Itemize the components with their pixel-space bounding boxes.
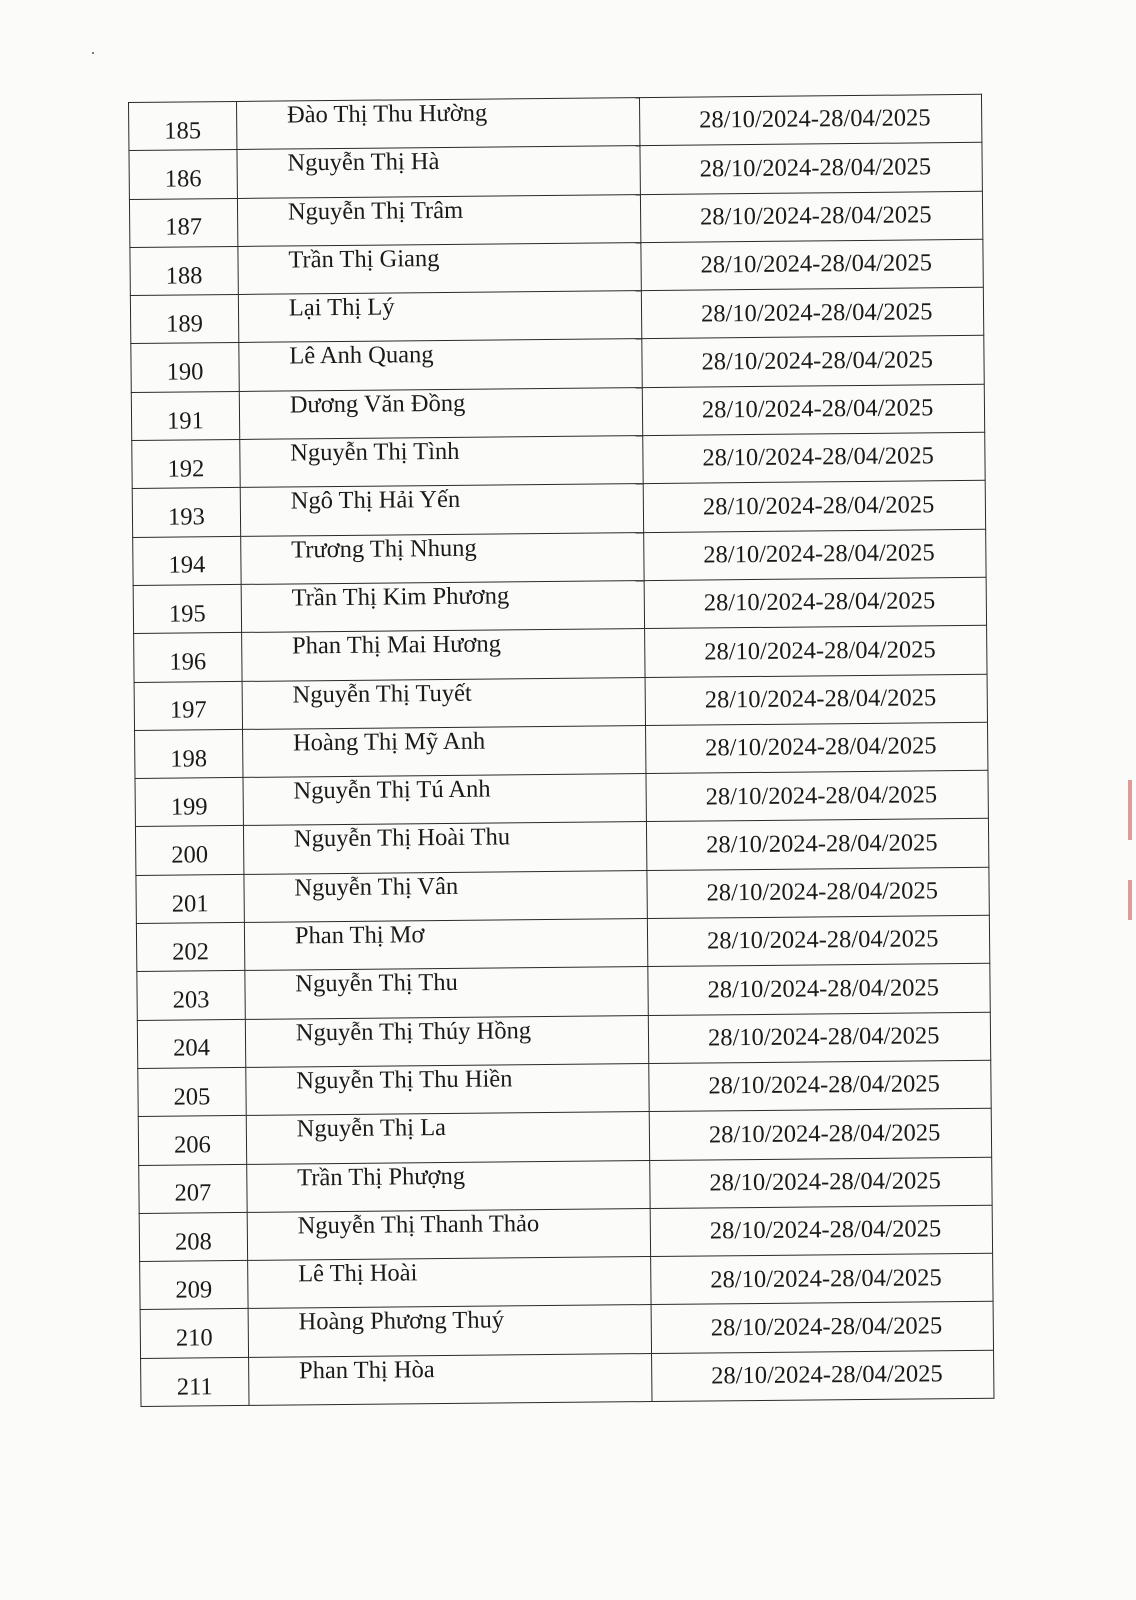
period-cell: 28/10/2024-28/04/2025 <box>645 674 987 726</box>
period-cell: 28/10/2024-28/04/2025 <box>650 1108 992 1160</box>
period-cell: 28/10/2024-28/04/2025 <box>641 191 983 243</box>
row-number-cell: 191 <box>131 391 239 440</box>
period-cell: 28/10/2024-28/04/2025 <box>642 287 984 339</box>
edge-stamp-mark <box>1128 880 1132 920</box>
full-name-cell: Trần Thị Giang <box>238 242 642 294</box>
period-cell: 28/10/2024-28/04/2025 <box>644 529 986 581</box>
scan-speck <box>92 52 94 54</box>
row-number-cell: 205 <box>138 1067 246 1116</box>
full-name-cell: Nguyễn Thị Thu <box>245 967 649 1019</box>
roster-body <box>129 94 994 1406</box>
table-row <box>135 770 988 826</box>
period-cell: 28/10/2024-28/04/2025 <box>643 384 985 436</box>
row-number-cell: 188 <box>130 246 238 295</box>
full-name-cell: Phan Thị Hòa <box>248 1353 652 1405</box>
row-number-cell: 210 <box>140 1309 248 1358</box>
full-name-cell: Lê Thị Hoài <box>247 1257 651 1309</box>
period-cell: 28/10/2024-28/04/2025 <box>640 143 982 195</box>
full-name-cell: Nguyễn Thị Hoài Thu <box>243 822 647 874</box>
full-name-cell: Đào Thị Thu Hường <box>236 98 640 150</box>
period-cell: 28/10/2024-28/04/2025 <box>647 867 989 919</box>
full-name-cell: Nguyễn Thị Thúy Hồng <box>245 1015 649 1067</box>
full-name-cell: Nguyễn Thị Hà <box>237 146 641 198</box>
row-number-cell: 196 <box>134 633 242 682</box>
row-number-cell: 199 <box>135 778 243 827</box>
period-cell: 28/10/2024-28/04/2025 <box>647 819 989 871</box>
row-number-cell: 207 <box>139 1164 247 1213</box>
row-number-cell: 203 <box>137 971 245 1020</box>
period-cell: 28/10/2024-28/04/2025 <box>640 94 982 146</box>
row-number-cell: 190 <box>131 343 239 392</box>
period-cell: 28/10/2024-28/04/2025 <box>649 1060 991 1112</box>
full-name-cell: Nguyễn Thị Vân <box>244 870 648 922</box>
period-cell: 28/10/2024-28/04/2025 <box>642 336 984 388</box>
full-name-cell: Lại Thị Lý <box>238 291 642 343</box>
table-row <box>129 143 982 199</box>
full-name-cell: Lê Anh Quang <box>239 339 643 391</box>
period-cell: 28/10/2024-28/04/2025 <box>652 1350 994 1402</box>
table-row <box>131 384 984 440</box>
full-name-cell: Trần Thị Phượng <box>247 1160 651 1212</box>
full-name-cell: Nguyễn Thị Thu Hiền <box>246 1063 650 1115</box>
row-number-cell: 193 <box>132 488 240 537</box>
row-number-cell: 197 <box>134 681 242 730</box>
period-cell: 28/10/2024-28/04/2025 <box>644 577 986 629</box>
row-number-cell: 204 <box>137 1019 245 1068</box>
period-cell: 28/10/2024-28/04/2025 <box>643 432 985 484</box>
table-row <box>139 1205 992 1261</box>
row-number-cell: 185 <box>129 101 237 150</box>
table-row <box>139 1157 992 1213</box>
full-name-cell: Nguyễn Thị La <box>246 1112 650 1164</box>
row-number-cell: 198 <box>135 729 243 778</box>
full-name-cell: Phan Thị Mai Hương <box>241 629 645 681</box>
roster-table <box>128 94 994 1407</box>
table-row <box>137 964 990 1020</box>
table-row <box>134 674 987 730</box>
period-cell: 28/10/2024-28/04/2025 <box>645 626 987 678</box>
full-name-cell: Dương Văn Đồng <box>239 387 643 439</box>
row-number-cell: 208 <box>139 1212 247 1261</box>
table-row <box>129 191 982 247</box>
full-name-cell: Nguyễn Thị Tú Anh <box>243 774 647 826</box>
period-cell: 28/10/2024-28/04/2025 <box>651 1205 993 1257</box>
row-number-cell: 189 <box>130 295 238 344</box>
table-row <box>132 481 985 537</box>
row-number-cell: 194 <box>133 536 241 585</box>
table-row <box>138 1060 991 1116</box>
full-name-cell: Nguyễn Thị Thanh Thảo <box>247 1208 651 1260</box>
row-number-cell: 211 <box>141 1357 249 1406</box>
row-number-cell: 195 <box>133 584 241 633</box>
table-row <box>140 1253 993 1309</box>
table-row <box>135 722 988 778</box>
full-name-cell: Phan Thị Mơ <box>244 919 648 971</box>
row-number-cell: 201 <box>136 874 244 923</box>
row-number-cell: 206 <box>138 1116 246 1165</box>
period-cell: 28/10/2024-28/04/2025 <box>641 239 983 291</box>
period-cell: 28/10/2024-28/04/2025 <box>650 1157 992 1209</box>
period-cell: 28/10/2024-28/04/2025 <box>648 964 990 1016</box>
table-row <box>132 432 985 488</box>
full-name-cell: Trần Thị Kim Phương <box>241 581 645 633</box>
table-row <box>130 287 983 343</box>
row-number-cell: 209 <box>140 1261 248 1310</box>
period-cell: 28/10/2024-28/04/2025 <box>651 1253 993 1305</box>
period-cell: 28/10/2024-28/04/2025 <box>648 915 990 967</box>
row-number-cell: 192 <box>132 440 240 489</box>
table-row <box>141 1350 994 1406</box>
table-row <box>131 336 984 392</box>
table-row <box>129 94 982 150</box>
full-name-cell: Hoàng Phương Thuý <box>248 1305 652 1357</box>
row-number-cell: 186 <box>129 150 237 199</box>
table-row <box>130 239 983 295</box>
table-row <box>136 915 989 971</box>
period-cell: 28/10/2024-28/04/2025 <box>644 481 986 533</box>
table-row <box>133 529 986 585</box>
period-cell: 28/10/2024-28/04/2025 <box>649 1012 991 1064</box>
table-row <box>133 577 986 633</box>
edge-stamp-mark <box>1128 780 1132 840</box>
period-cell: 28/10/2024-28/04/2025 <box>646 722 988 774</box>
table-row <box>136 867 989 923</box>
full-name-cell: Nguyễn Thị Trâm <box>237 194 641 246</box>
full-name-cell: Hoàng Thị Mỹ Anh <box>242 725 646 777</box>
full-name-cell: Nguyễn Thị Tình <box>240 436 644 488</box>
full-name-cell: Ngô Thị Hải Yến <box>240 484 644 536</box>
full-name-cell: Trương Thị Nhung <box>241 532 645 584</box>
table-row <box>137 1012 990 1068</box>
row-number-cell: 200 <box>135 826 243 875</box>
table-row <box>138 1108 991 1164</box>
period-cell: 28/10/2024-28/04/2025 <box>651 1302 993 1354</box>
row-number-cell: 187 <box>129 198 237 247</box>
table-row <box>134 626 987 682</box>
table-row <box>135 819 988 875</box>
table-row <box>140 1302 993 1358</box>
row-number-cell: 202 <box>136 922 244 971</box>
full-name-cell: Nguyễn Thị Tuyết <box>242 677 646 729</box>
period-cell: 28/10/2024-28/04/2025 <box>646 770 988 822</box>
